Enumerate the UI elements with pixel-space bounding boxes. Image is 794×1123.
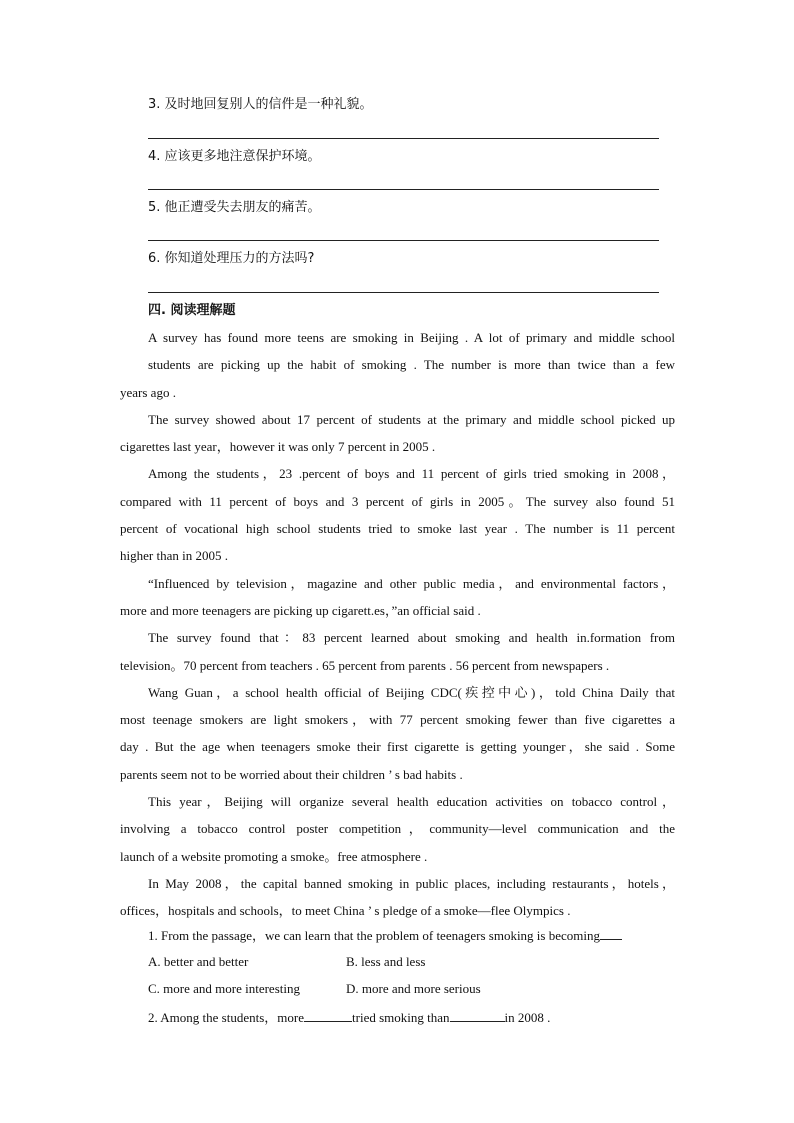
answer-line [148,189,659,190]
option-label: C. [148,981,160,996]
passage-line: compared with 11 percent of boys and 3 percent of girls in 2005。The survey also found 51 [120,493,675,509]
passage-line: cigarettes last year，however it was only 7 percent in 2005 . [120,439,436,455]
question-number: 2. [148,1010,158,1025]
passage-line: most teenage smokers are light smokers，with 77 percent smoking fewer than five cigarettes a [120,712,675,728]
passage-line: This year，Beijing will organize several health education activities on tobacco control， [148,794,675,810]
passage-line: students are picking up the habit of smoking . The number is more than twice than a few [148,357,675,373]
answer-line [148,138,659,139]
item-number: 3. [148,97,161,112]
passage-line: launch of a website promoting a smoke。free atmosphere . [120,848,428,864]
translation-item-3 [148,96,373,114]
item-number: 5. [148,200,161,215]
question-2 [148,1008,550,1027]
translation-item-5 [148,199,321,217]
option-label: D. [346,981,359,996]
option-c [148,980,300,998]
passage-line: The survey showed about 17 percent of students at the primary and middle school picked up [148,411,675,427]
item-text: 及时地回复别人的信件是一种礼貌。 [164,97,373,112]
item-number: 6. [148,251,161,266]
passage-line: percent of vocational high school students tried to smoke last year . The number is 11 percent [120,521,675,537]
passage-line: years ago . [120,384,176,400]
passage-line: more and more teenagers are picking up cigarett.es，”an official said . [120,602,481,618]
option-text: less and less [361,954,426,969]
answer-line [148,292,659,293]
option-b [346,953,425,971]
reading-passage [120,324,675,925]
passage-line: parents seem not to be worried about their children ’ s bad habits . [120,766,463,782]
option-text: more and more interesting [163,981,300,996]
option-label: A. [148,954,161,969]
question-stem: From the passage，we can learn that the problem of teenagers smoking is becoming [161,928,600,943]
passage-line: offices，hospitals and schools，to meet China ’ s pledge of a smoke—flee Olympics . [120,903,571,919]
answer-line [148,240,659,241]
question-text-part1: Among the students，more [160,1010,305,1025]
question-1 [148,926,622,945]
question-text-part3: in 2008 . [504,1010,551,1025]
passage-line: higher than in 2005 . [120,548,228,564]
passage-line: “Influenced by television，magazine and other public media，and environmental factors， [148,575,675,591]
item-text: 你知道处理压力的方法吗? [164,251,315,266]
question-text-part2: tried smoking than [352,1010,450,1025]
item-text: 他正遭受失去朋友的痛苦。 [164,200,321,215]
translation-item-6 [148,250,314,268]
passage-line: Wang Guan，a school health official of Beijing CDC(疾控中心)，told China Daily that [148,684,675,700]
question-number: 1. [148,928,158,943]
passage-line: In May 2008，the capital banned smoking in public places, including restaurants，hotels， [148,875,675,891]
option-label: B. [346,954,358,969]
option-d [346,980,481,998]
passage-line: involving a tobacco control poster competition，community—level communication and the [120,821,675,837]
item-number: 4. [148,149,161,164]
option-text: more and more serious [361,981,481,996]
passage-line: Among the students，23 .percent of boys and 11 percent of girls tried smoking in 2008， [148,466,675,482]
option-text: better and better [163,954,249,969]
passage-line: television。70 percent from teachers . 65 percent from parents . 56 percent from newspapers . [120,657,610,673]
answer-blank-2[interactable] [450,1008,505,1022]
passage-line: The survey found that：83 percent learned about smoking and health in.formation from [148,630,675,646]
passage-line: day . But the age when teenagers smoke their first cigarette is getting younger，she said . Some [120,739,675,755]
option-a [148,953,248,971]
section-heading: 四. 阅读理解题 [148,303,236,318]
item-text: 应该更多地注意保护环境。 [164,149,321,164]
answer-blank[interactable] [600,926,622,940]
translation-item-4 [148,148,321,166]
answer-blank-1[interactable] [304,1008,352,1022]
passage-line: A survey has found more teens are smoking in Beijing . A lot of primary and middle school [148,330,675,345]
